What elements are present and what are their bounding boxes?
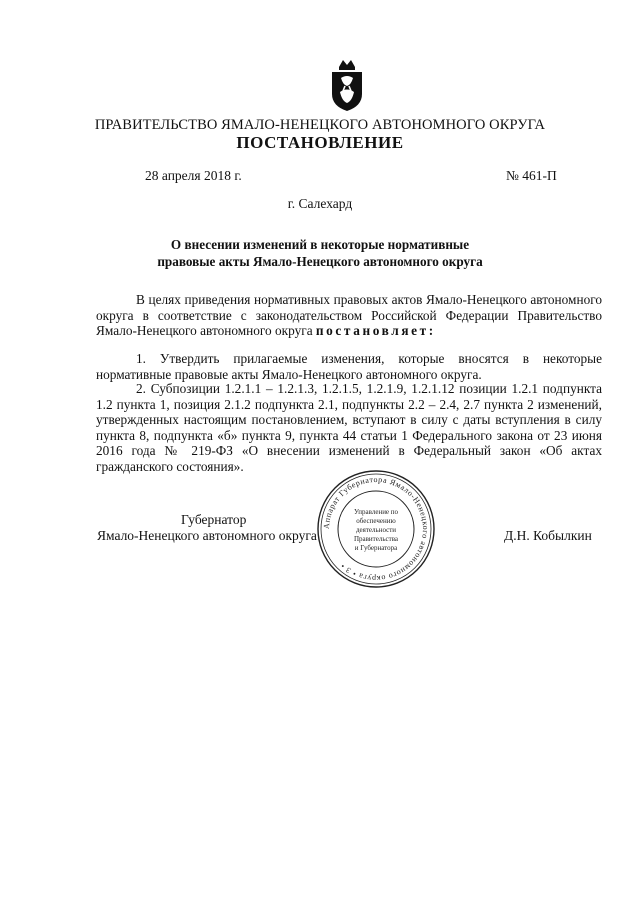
item-1-text: 1. Утвердить прилагаемые изменения, которые вносятся в некоторые нормативные правовые акты Ямало-Ненецкого автономного округа. [96,351,602,382]
signatory-organization: Ямало-Ненецкого автономного округа [97,528,317,543]
signatory-name: Д.Н. Кобылкин [504,528,592,543]
item-1-paragraph [96,351,602,382]
svg-text:обеспечению: обеспечению [356,517,396,525]
document-type: ПОСТАНОВЛЕНИЕ [236,133,404,152]
decree-subject [0,236,640,270]
decree-date: 28 апреля 2018 г. [145,168,242,183]
svg-text:деятельности: деятельности [355,526,397,534]
official-seal [315,468,437,590]
item-2-paragraph [96,381,602,474]
coat-of-arms-icon [329,58,365,112]
seal-ring-text: Аппарат Губернатора Ямало-Ненецкого автономного округа • 3 • [321,474,431,584]
svg-text:Управление по: Управление по [353,508,399,516]
signatory-title: Губернатор [181,512,247,527]
subject-line-1: О внесении изменений в некоторые нормативные [170,237,470,252]
city: г. Салехард [287,196,353,211]
resolves-word: постановляет: [315,323,436,338]
svg-text:и Губернатора: и Губернатора [354,544,398,552]
preamble-paragraph [96,292,602,339]
decree-number: № 461-П [506,168,557,183]
government-title: ПРАВИТЕЛЬСТВО ЯМАЛО-НЕНЕЦКОГО АВТОНОМНОГО ОКРУГА [94,117,546,133]
preamble-text: В целях приведения нормативных правовых актов Ямало-Ненецкого автономного округа в соответствие с законодательством Российской Федерации Правительство Ямало-Ненецкого автономного округа [96,292,602,338]
svg-text:Правительства: Правительства [353,535,399,543]
subject-line-2: правовые акты Ямало-Ненецкого автономного округа [157,254,483,269]
item-2-text: 2. Субпозиции 1.2.1.1 – 1.2.1.3, 1.2.1.5, 1.2.1.9, 1.2.1.12 позиции 1.2.1 подпункта 1.2 пункта 1, позиция 2.1.2 подпункта 2.1, подпункты 2.2 – 2.4, 2.7 пункта 2 изменений, утвержденных настоящим постановлением, вступают в силу с даты вступления в силу пункта 8, подпункта «б» пункта 9, пункта 44 статьи 1 Федерального закона от 23 июня 2016 года № 219-ФЗ «О внесении изменений в Федеральный закон «Об актах гражданского состояния». [96,381,602,474]
